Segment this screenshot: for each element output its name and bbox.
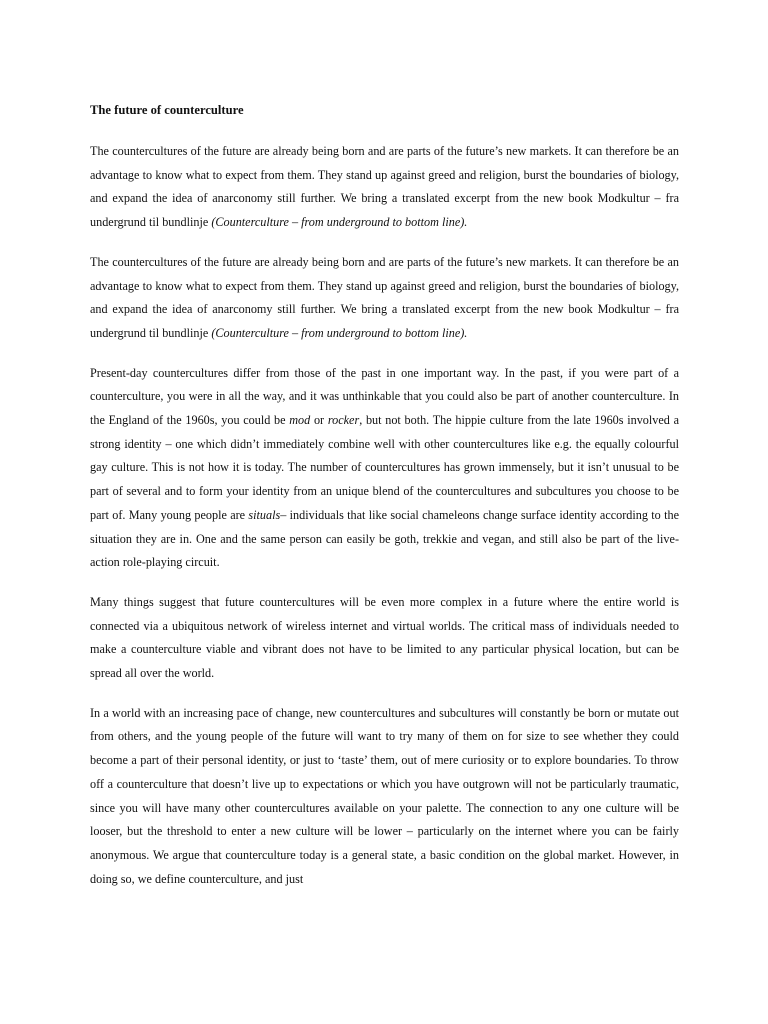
term-mod: mod — [289, 413, 311, 428]
paragraph-5: In a world with an increasing pace of change, new countercultures and subcultures will constantly be born or mutate out from others, and the young people of the future will want to try many of them on for size to see whether they could become a part of their personal identity, or just to ‘taste’ them, out of mere curiosity or to explore boundaries. To throw off a counterculture that doesn’t live up to expectations or which you have outgrown will not be particularly traumatic, since you will have many other countercultures available on your palette. The connection to any one culture will be looser, but the threshold to enter a new culture will be lower – particularly on the internet where you can be fairly anonymous. We argue that counterculture today is a general state, a basic condition on the global market. However, in doing so, we define counterculture, and just — [90, 705, 679, 886]
document-title: The future of counterculture — [90, 103, 244, 117]
paragraph-3-text-b: or — [310, 413, 328, 428]
paragraph-1 — [90, 140, 679, 235]
paragraph-3-text-d: – individuals that like social chameleons change surface identity according to the situation they are in. One and the same person can easily be goth, trekkie and vegan, and still also be part of the live-action role-playing circuit. — [90, 507, 679, 570]
term-situals: situals — [248, 507, 281, 522]
paragraph-1-italic: (Counterculture – from underground to bottom line). — [211, 215, 468, 230]
paragraph-3-text-c: , but not both. The hippie culture from the late 1960s involved a strong identity – one which didn’t immediately combine well with other countercultures like e.g. the equally colourful gay culture. This is not how it is today. The number of countercultures has grown immensely, but it isn’t unusual to be part of several and to form your identity from an unique blend of the countercultures and subcultures you choose to be part of. Many young people are — [90, 413, 679, 522]
paragraph-1-text: The countercultures of the future are already being born and are parts of the future’s new markets. It can therefore be an advantage to know what to expect from them. They stand up against greed and religion, burst the boundaries of biology, and expand the idea of anarconomy still further. We bring a translated excerpt from the new book Modkultur – fra undergrund til bundlinje — [90, 144, 679, 230]
paragraph-3-text-a: Present-day countercultures differ from those of the past in one important way. In the past, if you were part of a counterculture, you were in all the way, and it was unthinkable that you could also be part of another counterculture. In the England of the 1960s, you could be — [90, 365, 679, 428]
paragraph-2-italic: (Counterculture – from underground to bottom line). — [211, 325, 468, 340]
paragraph-3 — [90, 362, 679, 575]
term-rocker: rocker — [327, 413, 360, 428]
document-body — [90, 98, 679, 907]
paragraph-2-text: The countercultures of the future are already being born and are parts of the future’s new markets. It can therefore be an advantage to know what to expect from them. They stand up against greed and religion, burst the boundaries of biology, and expand the idea of anarconomy still further. We bring a translated excerpt from the new book Modkultur – fra undergrund til bundlinje — [90, 254, 679, 340]
paragraph-2 — [90, 251, 679, 346]
paragraph-4: Many things suggest that future countercultures will be even more complex in a future where the entire world is connected via a ubiquitous network of wireless internet and virtual worlds. The critical mass of individuals needed to make a counterculture viable and vibrant does not have to be limited to any particular physical location, but can be spread all over the world. — [90, 594, 679, 681]
